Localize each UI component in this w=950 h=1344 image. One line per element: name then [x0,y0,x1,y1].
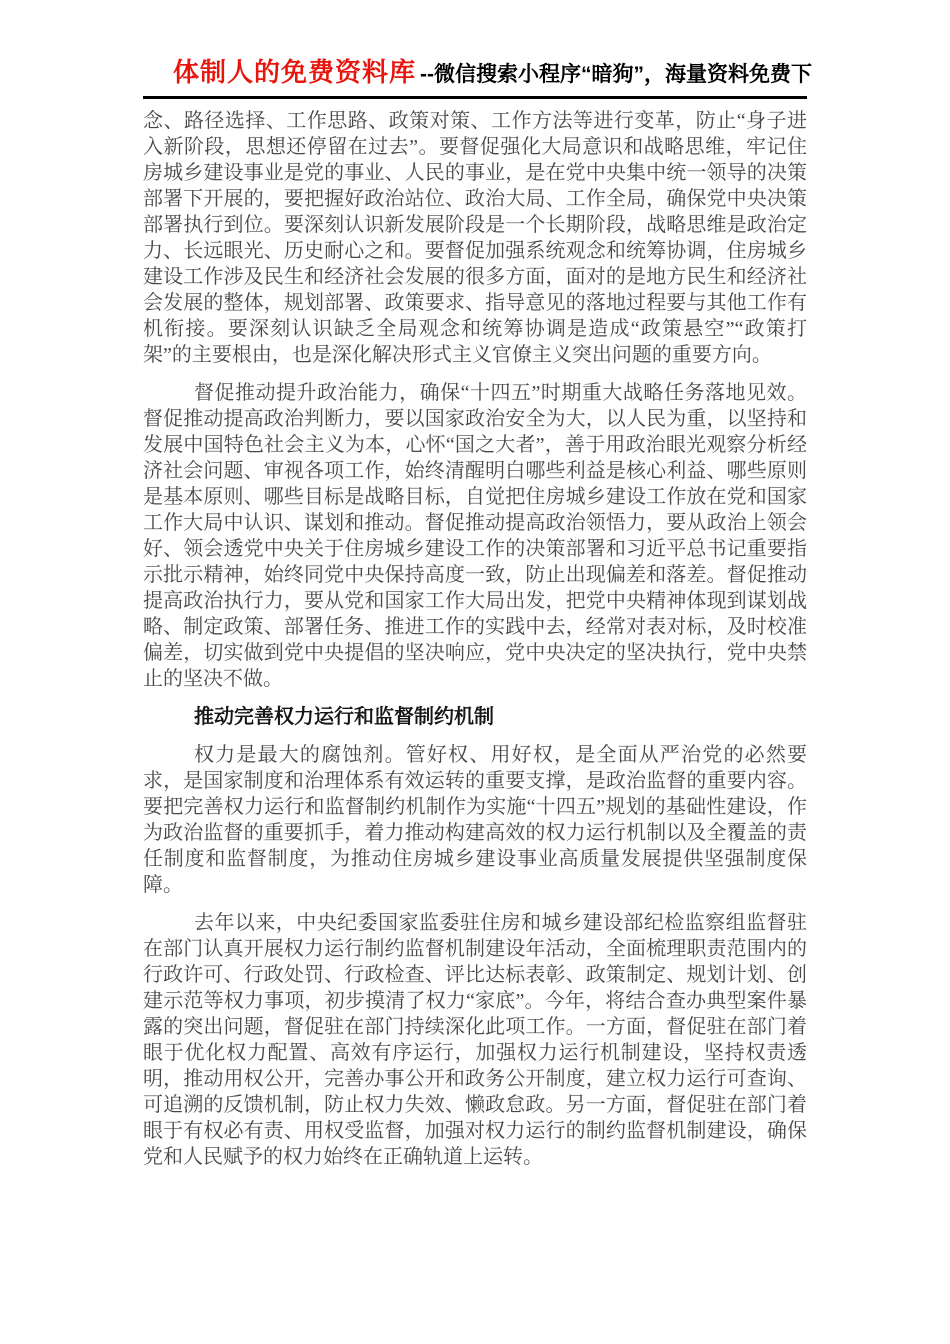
paragraph-since-last-year: 去年以来，中央纪委国家监委驻住房和城乡建设部纪检监察组监督驻在部门认真开展权力运行制约监督机制建设年活动，全面梳理职责范围内的行政许可、行政处罚、行政检查、评比达标表彰、政策制定、规划计划、创建示范等权力事项，初步摸清了权力“家底”。今年，将结合查办典型案件暴露的突出问题，督促驻在部门持续深化此项工作。一方面，督促驻在部门着眼于优化权力配置、高效有序运行，加强权力运行机制建设，坚持权责透明，推动用权公开，完善办事公开和政务公开制度，建立权力运行可查询、可追溯的反馈机制，防止权力失效、懒政怠政。另一方面，督促驻在部门着眼于有权必有责、用权受监督，加强对权力运行的制约监督机制建设，确保党和人民赋予的权力始终在正确轨道上运转。 [143,911,807,1168]
header-tagline: --微信搜索小程序“暗狗”，海量资料免费下 [420,63,813,86]
document-header [143,0,813,99]
article-body [143,99,807,1170]
section-heading-power-supervision: 推动完善权力运行和监督制约机制 [194,705,494,728]
paragraph-power-corrosive: 权力是最大的腐蚀剂。管好权、用好权，是全面从严治党的必然要求，是国家制度和治理体系有效运转的重要支撑，是政治监督的重要内容。要把完善权力运行和监督制约机制作为实施“十四五”规划的基础性建设，作为政治监督的重要抓手，着力推动构建高效的权力运行机制以及全覆盖的责任制度和监督制度，为推动住房城乡建设事业高质量发展提供坚强制度保障。 [143,743,807,896]
brand-text: 体制人的免费资料库 [173,57,417,87]
paragraph-political-capability: 督促推动提升政治能力，确保“十四五”时期重大战略任务落地见效。督促推动提高政治判断力，要以国家政治安全为大，以人民为重，以坚持和发展中国特色社会主义为本，心怀“国之大者”，善于用政治眼光观察分析经济社会问题、审视各项工作，始终清醒明白哪些利益是核心利益、哪些原则是基本原则、哪些目标是战略目标，自觉把住房城乡建设工作放在党和国家工作大局中认识、谋划和推动。督促推动提高政治领悟力，要从政治上领会好、领会透党中央关于住房城乡建设工作的决策部署和习近平总书记重要指示批示精神，始终同党中央保持高度一致，防止出现偏差和落差。督促推动提高政治执行力，要从党和国家工作大局出发，把党中央精神体现到谋划战略、制定政策、部署任务、推进工作的实践中去，经常对表对标，及时校准偏差，切实做到党中央提倡的坚决响应，党中央决定的坚决执行，党中央禁止的坚决不做。 [143,381,807,690]
paragraph-political-stance: 念、路径选择、工作思路、政策对策、工作方法等进行变革，防止“身子进入新阶段，思想还停留在过去”。要督促强化大局意识和战略思维，牢记住房城乡建设事业是党的事业、人民的事业，是在党中央集中统一领导的决策部署下开展的，要把握好政治站位、政治大局、工作全局，确保党中央决策部署执行到位。要深刻认识新发展阶段是一个长期阶段，战略思维是政治定力、长远眼光、历史耐心之和。要督促加强系统观念和统筹协调，住房城乡建设工作涉及民生和经济社会发展的很多方面，面对的是地方民生和经济社会发展的整体，规划部署、政策要求、指导意见的落地过程要与其他工作有机衔接。要深刻认识缺乏全局观念和统筹协调是造成“政策悬空”“政策打架”的主要根由，也是深化解决形式主义官僚主义突出问题的重要方向。 [143,109,807,366]
